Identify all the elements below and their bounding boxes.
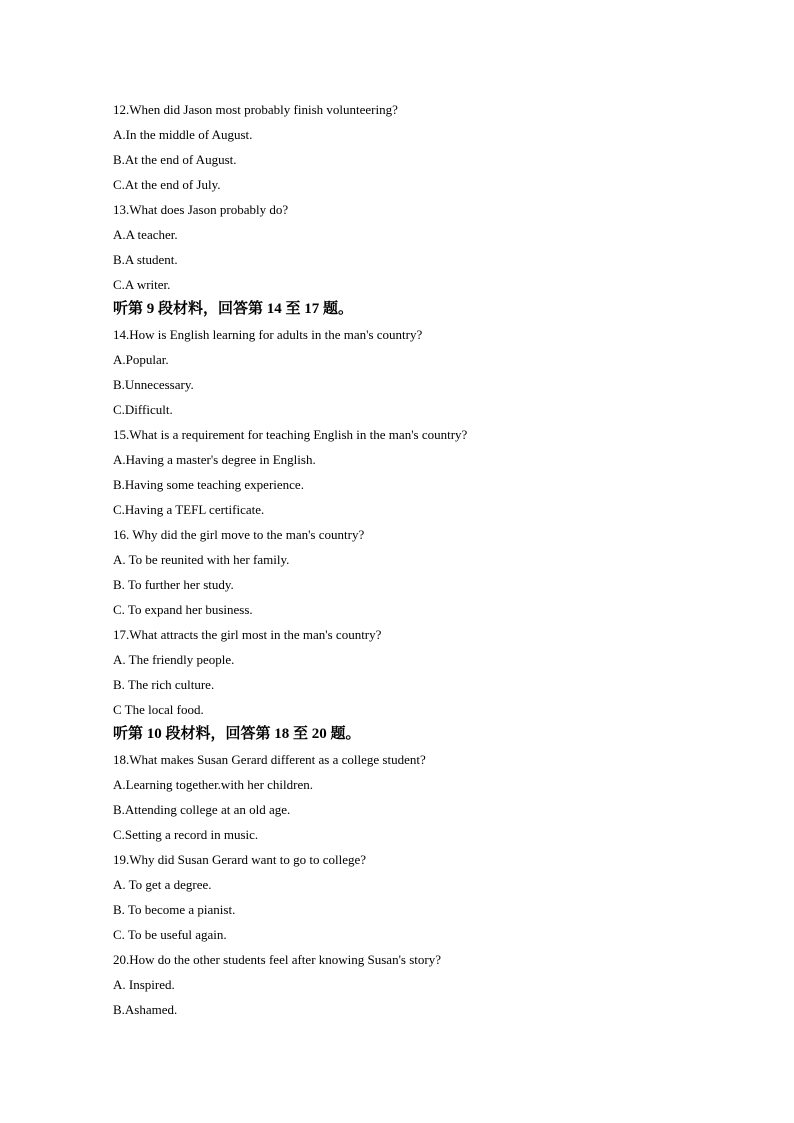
answer-option: C The local food. [113, 702, 204, 717]
answer-option: A. To be reunited with her family. [113, 552, 290, 567]
answer-option: B. The rich culture. [113, 677, 215, 692]
answer-option: A.A teacher. [113, 227, 178, 242]
question-text: 13.What does Jason probably do? [113, 202, 289, 217]
question-text: 18.What makes Susan Gerard different as a college student? [113, 752, 426, 767]
answer-option: B. To further her study. [113, 577, 234, 592]
answer-option: B.A student. [113, 252, 178, 267]
answer-option: B.At the end of August. [113, 152, 237, 167]
answer-option: A.Learning together.with her children. [113, 777, 313, 792]
answer-option: B.Having some teaching experience. [113, 477, 304, 492]
answer-option: A. Inspired. [113, 977, 175, 992]
question-text: 15.What is a requirement for teaching English in the man's country? [113, 427, 468, 442]
answer-option: B.Ashamed. [113, 1002, 178, 1017]
answer-option: C. To expand her business. [113, 602, 253, 617]
answer-option: A. The friendly people. [113, 652, 235, 667]
answer-option: C.Difficult. [113, 402, 173, 417]
answer-option: C.Having a TEFL certificate. [113, 502, 265, 517]
answer-option: B. To become a pianist. [113, 902, 236, 917]
document-page [113, 97, 713, 1022]
section-heading: 听第 10 段材料，回答第 18 至 20 题。 [113, 726, 361, 742]
section-heading: 听第 9 段材料，回答第 14 至 17 题。 [113, 301, 354, 317]
question-text: 19.Why did Susan Gerard want to go to college? [113, 852, 367, 867]
question-text: 14.How is English learning for adults in the man's country? [113, 327, 423, 342]
answer-option: A.Having a master's degree in English. [113, 452, 316, 467]
answer-option: B.Attending college at an old age. [113, 802, 291, 817]
question-text: 12.When did Jason most probably finish volunteering? [113, 102, 398, 117]
answer-option: C.Setting a record in music. [113, 827, 259, 842]
question-text: 16. Why did the girl move to the man's country? [113, 527, 365, 542]
answer-option: C. To be useful again. [113, 927, 227, 942]
answer-option: C.At the end of July. [113, 177, 221, 192]
answer-option: C.A writer. [113, 277, 171, 292]
answer-option: A.Popular. [113, 352, 169, 367]
answer-option: A. To get a degree. [113, 877, 212, 892]
question-text: 20.How do the other students feel after knowing Susan's story? [113, 952, 442, 967]
answer-option: A.In the middle of August. [113, 127, 253, 142]
answer-option: B.Unnecessary. [113, 377, 194, 392]
question-text: 17.What attracts the girl most in the man's country? [113, 627, 382, 642]
